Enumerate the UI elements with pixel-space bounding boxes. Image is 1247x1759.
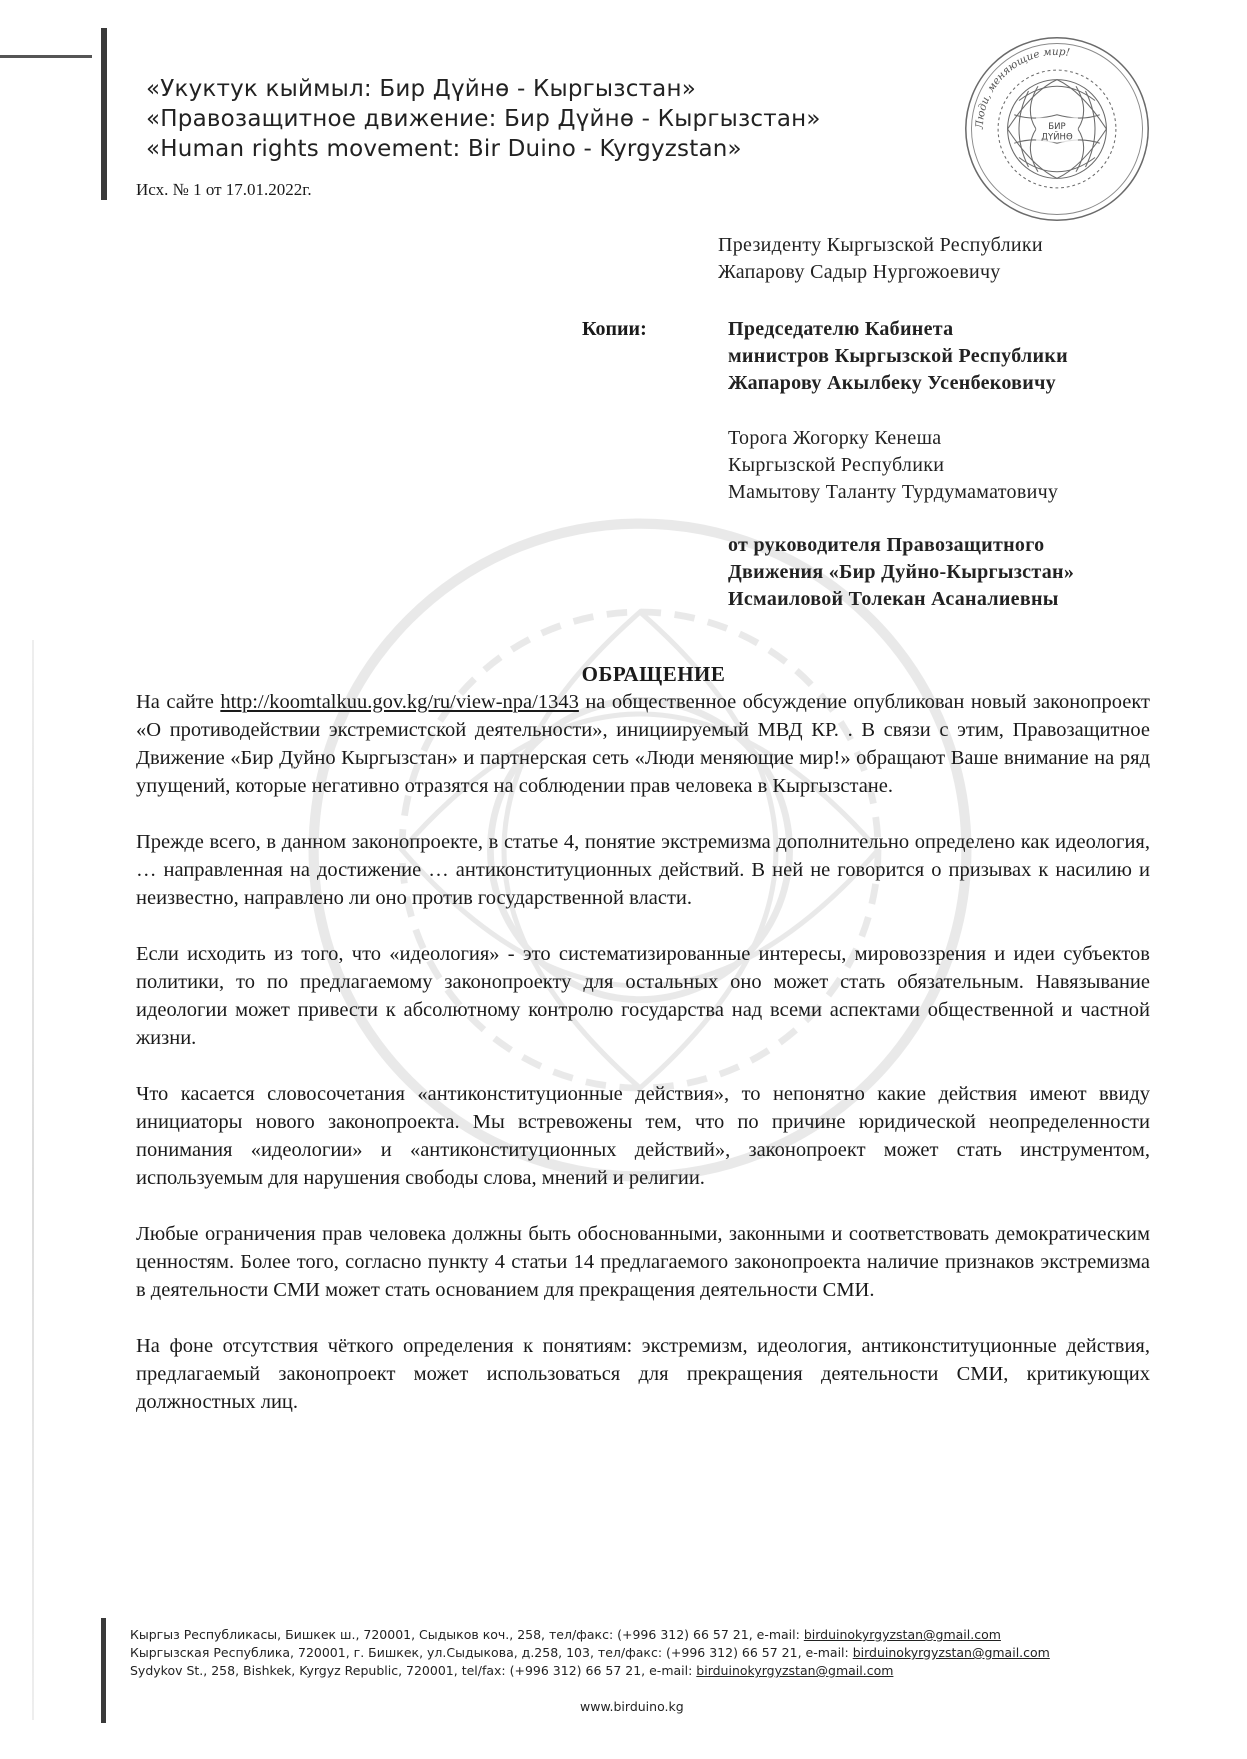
- document-title: ОБРАЩЕНИЕ: [581, 662, 726, 686]
- main-addressee: [718, 232, 1043, 286]
- sender-line2: Движения «Бир Дуйно-Кыргызстан»: [728, 561, 1075, 583]
- sender-line3: Исмаиловой Толекан Асаналиевны: [728, 588, 1059, 610]
- footer-address-ky: Кыргыз Республикасы, Бишкек ш., 720001, Сыдыков коч., 258, тел/факс: (+996 312) 66 57 21, e-mail:: [130, 1627, 804, 1642]
- copy1-line3: Жапарову Акылбеку Усенбековичу: [728, 372, 1056, 394]
- footer-line-russian: [130, 1644, 1050, 1662]
- seal-center-text-2: ДҮЙНӨ: [1041, 132, 1073, 143]
- paragraph-6: На фоне отсутствия чёткого определения к понятиям: экстремизм, идеология, антиконституционные действия, предлагаемый законопроект может использоваться для прекращения деятельности СМИ, критикующих должностных лиц.: [136, 1335, 1150, 1413]
- footer-bar: [101, 1618, 106, 1723]
- letter-body: [136, 688, 1150, 1444]
- letter-footer: [130, 1626, 1050, 1714]
- footer-email-ky[interactable]: birduinokyrgyzstan@gmail.com: [803, 1627, 1001, 1642]
- seal-center-text-1: БИР: [1048, 122, 1066, 132]
- scan-edge-mark: [0, 55, 92, 58]
- seal-ring-text: Люди, меняющие мир!: [973, 45, 1071, 130]
- paragraph-5: Любые ограничения прав человека должны быть обоснованными, законными и соответствовать демократическим ценностям. Более того, согласно пункту 4 статьи 14 предлагаемого законопроекта наличие признаков экстремизма в деятельности СМИ может стать основанием для прекращения деятельности СМИ.: [136, 1223, 1150, 1301]
- footer-address-ru: Кыргызская Республика, 720001, г. Бишкек, ул.Сыдыкова, д.258, 103, тел/факс: (+996 312) 66 57 21, e-mail:: [130, 1645, 853, 1660]
- letterhead-org-names: [146, 74, 821, 164]
- main-addressee-line1: Президенту Кыргызской Республики: [718, 234, 1043, 256]
- copy1-line2: министров Кыргызской Республики: [728, 345, 1069, 367]
- footer-line-english: [130, 1662, 1050, 1680]
- footer-email-ru[interactable]: birduinokyrgyzstan@gmail.com: [852, 1645, 1050, 1660]
- sender-block: [728, 532, 1074, 613]
- footer-website[interactable]: www.birduino.kg: [580, 1699, 684, 1714]
- main-addressee-line2: Жапарову Садыр Нургожоевичу: [718, 261, 1001, 283]
- org-name-russian: «Правозащитное движение: Бир Дүйнө - Кыргызстан»: [146, 106, 821, 132]
- copy2-line2: Кыргызской Республики: [728, 454, 945, 476]
- copy2-line1: Торога Жогорку Кенеша: [728, 427, 942, 449]
- sender-line1: от руководителя Правозащитного: [728, 534, 1045, 556]
- outgoing-number: Исх. № 1 от 17.01.2022г.: [136, 180, 312, 199]
- org-name-english: «Human rights movement: Bir Duino - Kyrgyzstan»: [146, 136, 742, 162]
- letterhead-bar: [101, 28, 107, 200]
- copies-label: Копии:: [582, 318, 647, 340]
- round-stamp-icon: [962, 34, 1152, 224]
- footer-address-en: Sydykov St., 258, Bishkek, Kyrgyz Republic, 720001, tel/fax: (+996 312) 66 57 21, e-mail:: [130, 1663, 697, 1678]
- paragraph-1: [136, 688, 1150, 800]
- paragraph-1-lead: На сайте: [136, 691, 221, 713]
- svg-text:Люди, меняющие мир!: [974, 46, 1071, 130]
- footer-email-en[interactable]: birduinokyrgyzstan@gmail.com: [696, 1663, 894, 1678]
- bill-link[interactable]: http://koomtalkuu.gov.kg/ru/view-npa/1343: [220, 691, 579, 713]
- copy-addressee-1: [728, 316, 1068, 397]
- org-name-kyrgyz: «Укуктук кыймыл: Бир Дүйнө - Кыргызстан»: [146, 76, 696, 102]
- footer-line-kyrgyz: [130, 1626, 1050, 1644]
- copy-addressee-2: [728, 425, 1058, 506]
- paragraph-4: Что касается словосочетания «антиконституционные действия», то непонятно какие действия имеют ввиду инициаторы нового законопроекта. Мы встревожены тем, что по причине юридической неопределенности понимания «идеологии» и «антиконституционных действий», законопроект может стать инструментом, используемым для нарушения свободы слова, мнений и религии.: [136, 1083, 1150, 1189]
- copy1-line1: Председателю Кабинета: [728, 318, 954, 340]
- copy2-line3: Мамытову Таланту Турдумаматовичу: [728, 481, 1059, 503]
- paragraph-2: Прежде всего, в данном законопроекте, в статье 4, понятие экстремизма дополнительно определено как идеология, … направленная на достижение … антиконституционных действий. В ней не говорится о призывах к насилию и неизвестно, направлено ли оно против государственной власти.: [136, 831, 1150, 909]
- paragraph-3: Если исходить из того, что «идеология» - это систематизированные интересы, мировоззрения и идеи субъектов политики, то по предлагаемому законопроекту для остальных оно может стать обязательным. Навязывание идеологии может привести к абсолютному контролю государства над всеми аспектами общественной и частной жизни.: [136, 943, 1150, 1049]
- paragraph-1-rest: на общественное обсуждение опубликован новый законопроект «О противодействии экстремистской деятельности», инициируемый МВД КР. . В связи с этим, Правозащитное Движение «Бир Дуйно Кыргызстан» и партнерская сеть «Люди меняющие мир!» обращают Ваше внимание на ряд упущений, которые негативно отразятся на соблюдении прав человека в Кыргызстане.: [136, 691, 1150, 797]
- scan-shadow-line: [32, 640, 34, 1720]
- document-title-wrap: [0, 662, 1247, 687]
